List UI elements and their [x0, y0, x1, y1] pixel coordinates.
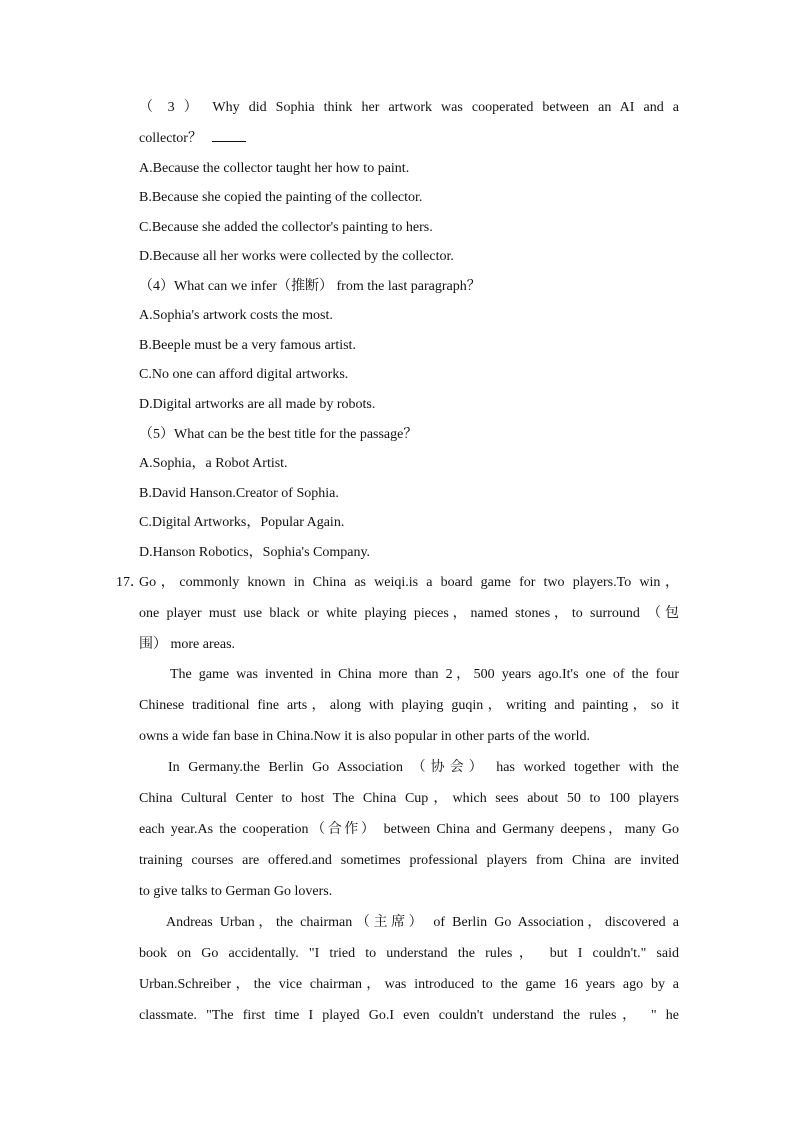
q3-stem-line2 [139, 129, 679, 149]
passage-line: 围） more areas. [139, 637, 236, 652]
passage-line: In Germany.the Berlin Go Association （协会） has worked together with the [168, 760, 679, 775]
passage-line: owns a wide fan base in China.Now it is also popular in other parts of the world. [139, 729, 591, 744]
q4-option-b: B.Beeple must be a very famous artist. [139, 338, 356, 353]
q4-option-c: C.No one can afford digital artworks. [139, 367, 349, 382]
q5-option-c: C.Digital Artworks，Popular Again. [139, 515, 345, 530]
q4-option-d: D.Digital artworks are all made by robots. [139, 397, 376, 412]
passage-line: Chinese traditional fine arts，along with playing guqin，writing and painting，so it [139, 698, 679, 713]
passage-line: one player must use black or white playing pieces，named stones，to surround （包 [139, 606, 679, 621]
question-number-17: 17． [116, 575, 144, 590]
q5-stem: （5）What can be the best title for the passage？ [139, 427, 418, 442]
q3-stem-line1: （ 3 ） Why did Sophia think her artwork was cooperated between an AI and a [139, 100, 679, 115]
q5-option-d: D.Hanson Robotics，Sophia's Company. [139, 545, 371, 560]
passage-line: Go，commonly known in China as weiqi.is a board game for two players.To win， [139, 575, 679, 590]
q4-option-a: A.Sophia's artwork costs the most. [139, 308, 333, 323]
answer-blank [212, 129, 246, 142]
q3-option-d: D.Because all her works were collected by the collector. [139, 249, 454, 264]
q4-stem: （4）What can we infer（推断） from the last paragraph？ [139, 279, 481, 294]
q3-option-a: A.Because the collector taught her how to paint. [139, 161, 410, 176]
passage-line: book on Go accidentally. "I tried to understand the rules， but I couldn't." said [139, 946, 679, 961]
q3-option-c: C.Because she added the collector's painting to hers. [139, 220, 433, 235]
passage-line: Urban.Schreiber，the vice chairman，was introduced to the game 16 years ago by a [139, 977, 679, 992]
q5-option-a: A.Sophia，a Robot Artist. [139, 456, 288, 471]
q5-option-b: B.David Hanson.Creator of Sophia. [139, 486, 339, 501]
passage-line: classmate. "The first time I played Go.I even couldn't understand the rules， " he [139, 1008, 679, 1023]
q3-stem-text: collector？ [139, 131, 202, 146]
passage-line: China Cultural Center to host The China Cup，which sees about 50 to 100 players [139, 791, 679, 806]
passage-line: Andreas Urban，the chairman（主席） of Berlin Go Association，discovered a [166, 915, 679, 930]
q3-option-b: B.Because she copied the painting of the collector. [139, 190, 423, 205]
passage-line: to give talks to German Go lovers. [139, 884, 333, 899]
passage-line: training courses are offered.and sometimes professional players from China are invited [139, 853, 679, 868]
passage-line: each year.As the cooperation（合作） between China and Germany deepens，many Go [139, 822, 679, 837]
passage-line: The game was invented in China more than 2，500 years ago.It's one of the four [170, 667, 679, 682]
